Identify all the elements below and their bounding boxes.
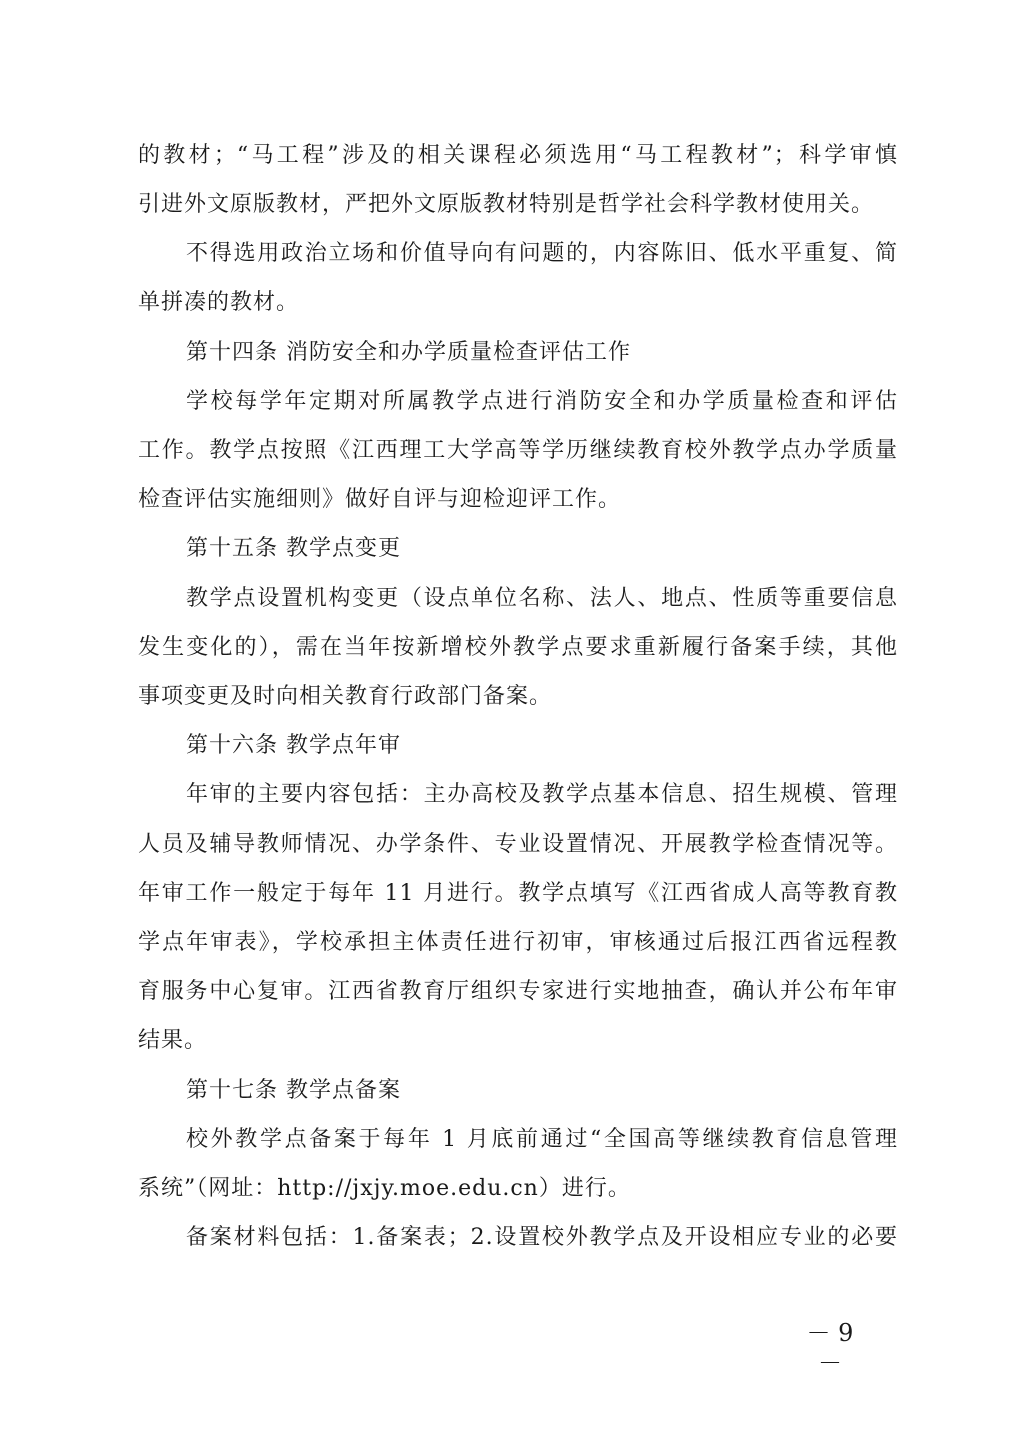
- paragraph-line: 不得选用政治立场和价值导向有问题的，内容陈旧、低水平重复、简: [186, 241, 898, 266]
- article-heading: 第十五条 教学点变更: [186, 536, 401, 561]
- paragraph-line: 系统”（网址：http://jxjy.moe.edu.cn）进行。: [138, 1176, 631, 1201]
- article-heading: 第十四条 消防安全和办学质量检查评估工作: [186, 340, 631, 365]
- paragraph-line: 学校每学年定期对所属教学点进行消防安全和办学质量检查和评估: [186, 389, 898, 414]
- paragraph-line: 发生变化的），需在当年按新增校外教学点要求重新履行备案手续，其他: [138, 635, 898, 660]
- paragraph-line: 备案材料包括：1.备案表；2.设置校外教学点及开设相应专业的必要: [186, 1225, 898, 1250]
- page-number: － 9 －: [806, 1319, 854, 1377]
- paragraph-line: 工作。教学点按照《江西理工大学高等学历继续教育校外教学点办学质量: [138, 438, 898, 463]
- paragraph-line: 结果。: [138, 1028, 208, 1053]
- paragraph-line: 学点年审表》，学校承担主体责任进行初审，审核通过后报江西省远程教: [138, 930, 898, 955]
- paragraph-line: 单拼凑的教材。: [138, 290, 300, 315]
- paragraph-line: 教学点设置机构变更（设点单位名称、法人、地点、性质等重要信息: [186, 586, 898, 611]
- paragraph-line: 人员及辅导教师情况、办学条件、专业设置情况、开展教学检查情况等。: [138, 832, 898, 857]
- paragraph-line: 的教材；“马工程”涉及的相关课程必须选用“马工程教材”；科学审慎: [138, 143, 898, 168]
- paragraph-line: 引进外文原版教材，严把外文原版教材特别是哲学社会科学教材使用关。: [138, 192, 875, 217]
- paragraph-line: 年审的主要内容包括：主办高校及教学点基本信息、招生规模、管理: [186, 782, 898, 807]
- paragraph-line: 事项变更及时向相关教育行政部门备案。: [138, 684, 553, 709]
- article-heading: 第十七条 教学点备案: [186, 1078, 401, 1103]
- article-heading: 第十六条 教学点年审: [186, 733, 401, 758]
- paragraph-line: 校外教学点备案于每年 1 月底前通过“全国高等继续教育信息管理: [186, 1127, 898, 1152]
- paragraph-line: 检查评估实施细则》做好自评与迎检迎评工作。: [138, 487, 622, 512]
- paragraph-line: 年审工作一般定于每年 11 月进行。教学点填写《江西省成人高等教育教: [138, 881, 898, 906]
- paragraph-line: 育服务中心复审。江西省教育厅组织专家进行实地抽查，确认并公布年审: [138, 979, 898, 1004]
